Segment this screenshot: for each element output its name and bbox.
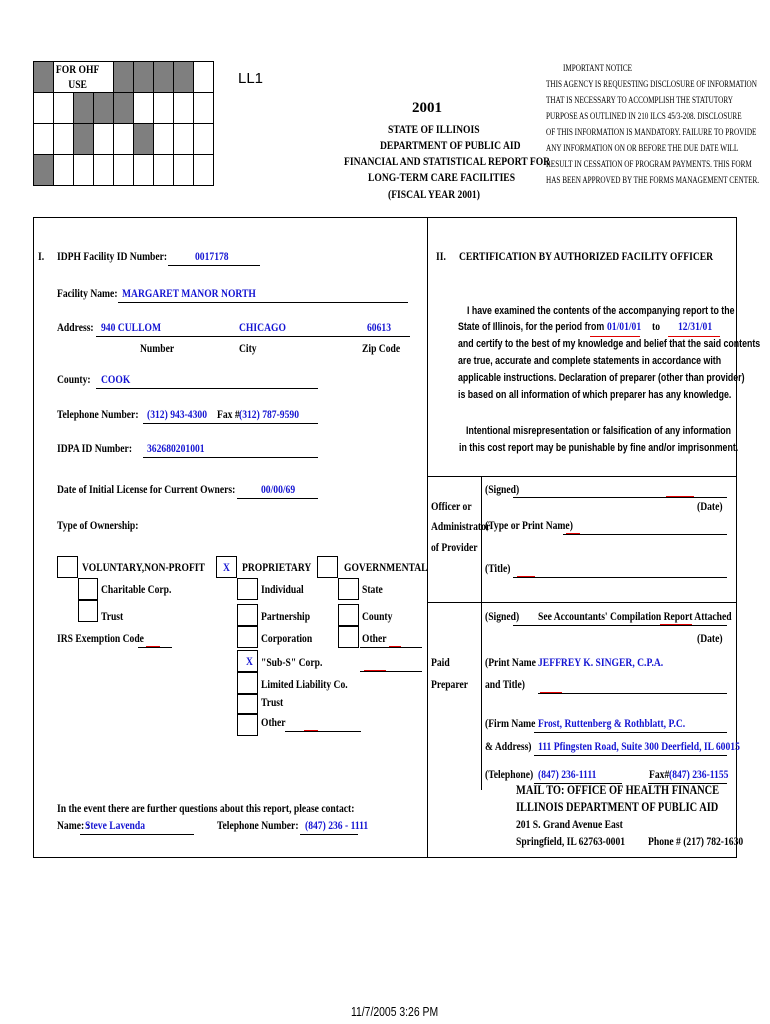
notice-line-1: IMPORTANT NOTICE [563,63,633,73]
prop-other-label: Other [261,715,286,729]
license-value[interactable]: 00/00/69 [261,482,296,496]
prop-other-checkbox[interactable] [237,714,258,736]
notice-line-3: THAT IS NECESSARY TO ACCOMPLISH THE STATUTORY [546,95,733,105]
llc-checkbox[interactable] [237,672,258,694]
ohf-use-grid [33,61,214,186]
governmental-checkbox[interactable] [317,556,338,578]
officer-line-2: Administrator [431,519,491,533]
zip-value[interactable]: 60613 [367,320,391,334]
warn-line-2: in this cost report may be punishable by fine and/or imprisonment. [459,442,739,454]
ownership-label: Type of Ownership: [57,518,139,532]
title-line-4: LONG-TERM CARE FACILITIES [368,170,516,184]
license-label: Date of Initial License for Current Owners: [57,482,236,496]
subs-mark: X [246,654,253,668]
report-year: 2001 [412,100,442,116]
city-value[interactable]: CHICAGO [239,320,286,334]
gov-other-label: Other [362,631,387,645]
section-1-number: I. [38,249,45,263]
phone-value[interactable]: (312) 943-4300 [147,407,207,421]
warn-line-1: Intentional misrepresentation or falsification of any information [466,425,732,437]
individual-label: Individual [261,582,304,596]
contact-note: In the event there are further questions about this report, please contact: [57,801,355,815]
officer-signed-label: (Signed) [485,482,520,496]
idpa-label: IDPA ID Number: [57,441,133,455]
officer-line-1: Officer or [431,499,472,513]
county-option-label: County [362,609,393,623]
notice-line-7: RESULT IN CESSATION OF PROGRAM PAYMENTS. THIS FORM [546,159,752,169]
voluntary-checkbox[interactable] [57,556,78,578]
city-caption: City [239,341,257,355]
contact-phone-value[interactable]: (847) 236 - 1111 [305,818,369,832]
llc-label: Limited Liability Co. [261,677,348,691]
fax-label: Fax # [217,407,240,421]
notice-line-5: OF THIS INFORMATION IS MANDATORY. FAILURE TO PROVIDE [546,127,757,137]
cert-line-3: and certify to the best of my knowledge and belief that the said contents [458,338,761,350]
prep-and-title: and Title) [485,677,525,691]
prep-name-value[interactable]: JEFFREY K. SINGER, C.P.A. [538,655,664,669]
irs-label: IRS Exemption Code [57,631,144,645]
title-line-3: FINANCIAL AND STATISTICAL REPORT FOR [344,154,551,168]
fax-value[interactable]: (312) 787-9590 [239,407,299,421]
paid-line-2: Preparer [431,677,468,691]
cert-line-4: are true, accurate and complete statements in accordance with [458,355,722,367]
prep-tel-value[interactable]: (847) 236-1111 [538,767,597,781]
prep-fax-value[interactable]: (847) 236-1155 [669,767,729,781]
state-label: State [362,582,383,596]
gov-other-checkbox[interactable] [338,626,359,648]
individual-checkbox[interactable] [237,578,258,600]
section-2-number: II. [436,249,446,263]
partnership-checkbox[interactable] [237,604,258,626]
state-checkbox[interactable] [338,578,359,600]
number-caption: Number [140,341,175,355]
period-to-label: to [652,319,660,333]
idph-value[interactable]: 0017178 [195,249,229,263]
mail-line-1: MAIL TO: OFFICE OF HEALTH FINANCE [516,782,720,797]
proprietary-label: PROPRIETARY [242,560,312,574]
trust-label: Trust [101,609,124,623]
partnership-label: Partnership [261,609,311,623]
mail-phone: Phone # (217) 782-1630 [648,834,744,848]
firm-label: (Firm Name [485,716,536,730]
governmental-label: GOVERNMENTAL [344,560,428,574]
address-label-2: & Address) [485,739,532,753]
mail-line-4: Springfield, IL 62763-0001 [516,834,626,848]
street-value[interactable]: 940 CULLOM [101,320,161,334]
prep-print-label: (Print Name [485,655,536,669]
facility-name-value[interactable]: MARGARET MANOR NORTH [122,286,256,300]
print-timestamp: 11/7/2005 3:26 PM [351,1004,439,1019]
idpa-value[interactable]: 362680201001 [147,441,205,455]
address-label: Address: [57,320,94,334]
idph-label: IDPH Facility ID Number: [57,249,168,263]
county-label: County: [57,372,91,386]
county-checkbox[interactable] [338,604,359,626]
title-line-2: DEPARTMENT OF PUBLIC AID [380,138,521,152]
prep-signed-value[interactable]: See Accountants' Compilation Report Attached [538,609,732,623]
contact-name-label: Name: : [57,818,90,832]
mail-line-2: ILLINOIS DEPARTMENT OF PUBLIC AID [516,799,719,814]
notice-line-4: PURPOSE AS OUTLINED IN 210 ILCS 45/3-208. DISCLOSURE [546,111,742,121]
firm-value[interactable]: Frost, Ruttenberg & Rothblatt, P.C. [538,716,686,730]
contact-name-value[interactable]: Steve Lavenda [85,818,145,832]
form-code: LL1 [238,70,264,87]
voluntary-label: VOLUNTARY,NON-PROFIT [82,560,205,574]
corporation-label: Corporation [261,631,313,645]
cert-line-6: is based on all information of which preparer has any knowledge. [458,389,732,401]
charitable-label: Charitable Corp. [101,582,172,596]
cert-line-1: I have examined the contents of the accompanying report to the [467,305,735,317]
facility-name-label: Facility Name: [57,286,118,300]
ohf-use-label: FOR OHF USE [55,62,100,91]
proprietary-checkbox[interactable] [216,556,237,578]
subs-checkbox[interactable] [237,650,258,672]
officer-line-3: of Provider [431,540,478,554]
cert-line-5: applicable instructions. Declaration of preparer (other than provider) [458,372,745,384]
prep-fax-label: Fax# [649,767,670,781]
print-name-label: (Type or Print Name) [485,518,573,532]
charitable-checkbox[interactable] [78,578,98,600]
prop-trust-label: Trust [261,695,284,709]
county-value[interactable]: COOK [101,372,131,386]
prep-tel-label: (Telephone) [485,767,534,781]
officer-date-label: (Date) [697,499,723,513]
phone-label: Telephone Number: [57,407,139,421]
prep-date-label: (Date) [697,631,723,645]
contact-phone-label: Telephone Number: [217,818,299,832]
trust-checkbox[interactable] [78,600,98,622]
notice-line-6: ANY INFORMATION ON OR BEFORE THE DUE DATE WILL [546,143,739,153]
corporation-checkbox[interactable] [237,626,258,648]
firm-address-value[interactable]: 111 Pfingsten Road, Suite 300 Deerfield, IL 60015 [538,739,740,753]
prop-trust-checkbox[interactable] [237,694,258,714]
mail-line-3: 201 S. Grand Avenue East [516,817,623,831]
period-from[interactable]: 01/01/01 [607,319,642,333]
subs-label: "Sub-S" Corp. [261,655,323,669]
title-line-5: (FISCAL YEAR 2001) [388,187,480,201]
prep-signed-label: (Signed) [485,609,520,623]
proprietary-mark: X [223,560,230,574]
notice-line-8: HAS BEEN APPROVED BY THE FORMS MANAGEMENT CENTER. [546,175,760,185]
section-divider [427,217,428,858]
notice-line-2: THIS AGENCY IS REQUESTING DISCLOSURE OF INFORMATION [546,79,757,89]
title-line-1: STATE OF ILLINOIS [388,122,480,136]
officer-title-label: (Title) [485,561,511,575]
zip-caption: Zip Code [362,341,401,355]
cert-line-2: State of Illinois, for the period from [458,321,605,333]
paid-line-1: Paid [431,655,450,669]
section-2-title: CERTIFICATION BY AUTHORIZED FACILITY OFFICER [459,249,714,263]
period-to[interactable]: 12/31/01 [678,319,713,333]
